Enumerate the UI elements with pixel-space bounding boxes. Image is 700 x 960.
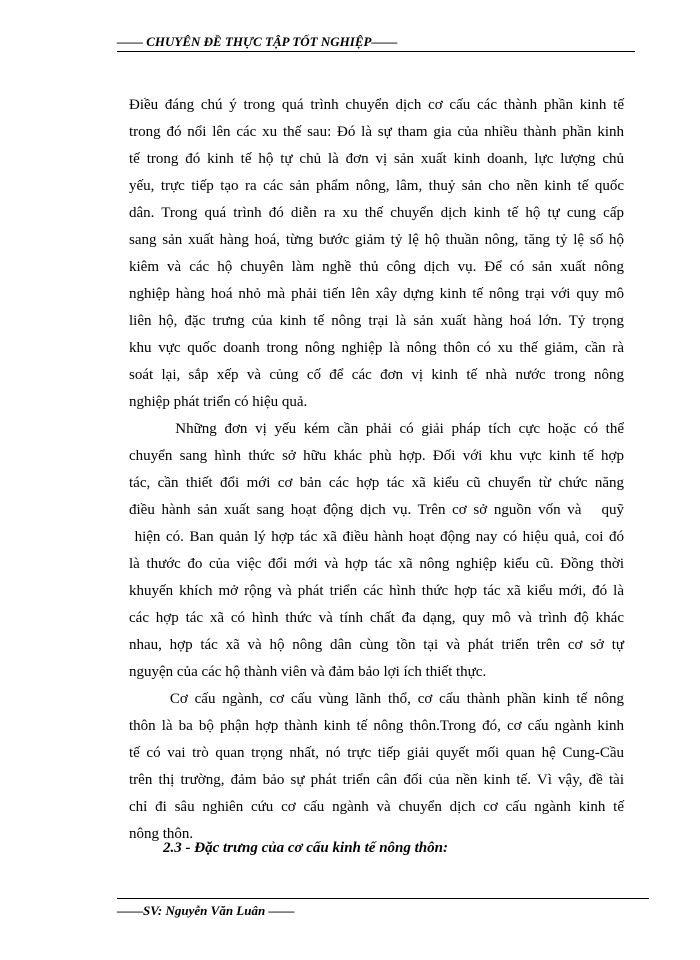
text-line: kiêm và các hộ chuyên làm nghề thủ công dịch vụ. Để có sản xuất nông — [129, 259, 624, 275]
paragraph-3 — [129, 686, 624, 848]
footer-rule — [117, 898, 649, 899]
text-line: sang sản xuất hàng hoá, từng bước giảm tỷ lệ hộ thuần nông, tăng tỷ lệ số hộ — [129, 232, 624, 248]
footer-student-name: ——SV: Nguyễn Văn Luân —— — [117, 903, 295, 918]
text-line: thôn là ba bộ phận hợp thành kinh tế nông thôn.Trong đó, cơ cấu ngành kinh — [129, 718, 624, 734]
text-line: hiện có. Ban quản lý hợp tác xã điều hành hoạt động nay có hiệu quả, coi đó — [129, 529, 624, 545]
section-heading: 2.3 - Đặc trưng của cơ cấu kinh tế nông thôn: — [163, 840, 448, 856]
text-line: khuyến khích mở rộng và phát triển các hình thức hợp tác xã kiểu mới, đó là — [129, 583, 624, 599]
text-line: nghiệp hàng hoá nhỏ mà phải tiến lên xây dựng kinh tế nông trại với quy mô — [129, 286, 624, 302]
text-line: Những đơn vị yếu kém cần phải có giải pháp tích cực hoặc có thể — [129, 421, 624, 437]
text-line: tác, cần thiết đổi mới cơ bản các hợp tác xã kiểu cũ chuyển từ chức năng — [129, 475, 624, 491]
text-line: điều hành sản xuất sang hoạt động dịch vụ. Trên cơ sở nguồn vốn và quỹ — [129, 502, 624, 518]
text-line: yếu, trực tiếp tạo ra các sản phẩm nông, lâm, thuỷ sản cho nền kinh tế quốc — [129, 178, 624, 194]
paragraph-1 — [129, 92, 624, 416]
text-line: nhau, hợp tác xã và hộ nông dân cùng tồn tại và phát triển trên cơ sở tự — [129, 637, 624, 653]
text-line: soát lại, sắp xếp và củng cố để các đơn vị kinh tế nhà nước trong nông — [129, 367, 624, 383]
text-line: các hợp tác xã có hình thức và tính chất đa dạng, quy mô và trình độ khác — [129, 610, 624, 626]
page-header — [117, 30, 635, 52]
text-line: chỉ đi sâu nghiên cứu cơ cấu ngành và chuyển dịch cơ cấu ngành kinh tế — [129, 799, 624, 815]
header-title: —— CHUYÊN ĐỀ THỰC TẬP TỐT NGHIỆP—— — [117, 34, 398, 49]
header-rule — [117, 51, 635, 52]
text-line: Cơ cấu ngành, cơ cấu vùng lãnh thổ, cơ cấu thành phần kinh tế nông — [129, 691, 624, 707]
text-line: nguyện của các hộ thành viên và đảm bảo lợi ích thiết thực. — [129, 664, 487, 680]
text-line: tế có vai trò quan trọng nhất, nó trực tiếp giải quyết mối quan hệ Cung-Cầu — [129, 745, 624, 761]
text-line: trong đó nổi lên các xu thế sau: Đó là sự tham gia của nhiều thành phần kinh — [129, 124, 624, 140]
text-line: là thước đo của việc đổi mới và hợp tác xã nông nghiệp kiểu cũ. Đồng thời — [129, 556, 624, 572]
text-line: liên hộ, đặc trưng của kinh tế nông trại là sản xuất hàng hoá lớn. Tỷ trọng — [129, 313, 624, 329]
text-line: tế trong đó kinh tế hộ tự chủ là đơn vị sản xuất kinh doanh, lực lượng chủ — [129, 151, 624, 167]
text-line: dân. Trong quá trình đó diễn ra xu thế chuyển dịch kinh tế hộ tự cung cấp — [129, 205, 624, 221]
paragraph-2 — [129, 416, 624, 686]
text-line: khu vực quốc doanh trong nông nghiệp là nông thôn có xu thế giảm, cần rà — [129, 340, 624, 356]
text-line: chuyển sang hình thức sở hữu khác phù hợp. Đối với khu vực kinh tế hợp — [129, 448, 624, 464]
text-line: nông thôn. — [129, 826, 194, 842]
text-line: trên thị trường, đảm bảo sự phát triển cân đối của nền kinh tế. Vì vậy, đề tài — [129, 772, 624, 788]
document-body — [129, 92, 624, 848]
text-line: nghiệp phát triển có hiệu quả. — [129, 394, 308, 410]
text-line: Điều đáng chú ý trong quá trình chuyển dịch cơ cấu các thành phần kinh tế — [129, 97, 624, 113]
